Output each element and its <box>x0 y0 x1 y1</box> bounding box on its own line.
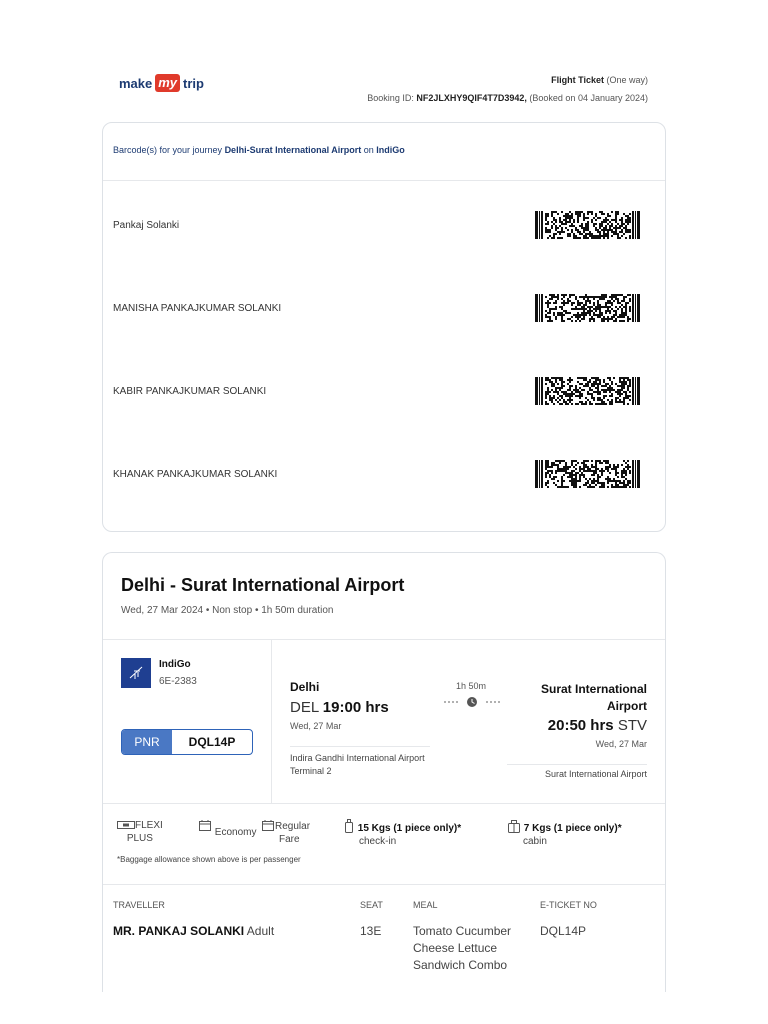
calendar-icon <box>261 819 275 831</box>
passenger-name: MANISHA PANKAJKUMAR SOLANKI <box>113 303 282 314</box>
fare-type-line1: Regular <box>275 821 311 832</box>
barcode-row <box>103 377 665 407</box>
barcode-heading <box>103 123 665 181</box>
barcode-image <box>535 377 641 405</box>
booking-id: NF2JLXHY9QIF4T7D3942, <box>416 93 527 103</box>
barcode-airline: IndiGo <box>376 145 405 155</box>
barcode-on: on <box>363 145 374 155</box>
barcode-route: Delhi-Surat International Airport <box>224 145 362 155</box>
departure-code: DEL <box>290 699 319 716</box>
flight-number: 6E-2383 <box>159 676 197 687</box>
fare-family-line1: FLEXI <box>135 820 163 831</box>
cabin-baggage <box>507 819 622 848</box>
departure-hours: 19:00 hrs <box>322 699 389 716</box>
logo-text-trip: trip <box>183 75 204 91</box>
booking-label: Booking ID: <box>367 93 414 103</box>
pnr-box <box>121 729 253 755</box>
header-traveller: TRAVELLER <box>113 900 165 910</box>
barcode-row <box>103 294 665 324</box>
passenger-name: KABIR PANKAJKUMAR SOLANKI <box>113 386 267 397</box>
passenger-name: KHANAK PANKAJKUMAR SOLANKI <box>113 469 278 480</box>
flight-subtitle: Wed, 27 Mar 2024 • Non stop • 1h 50m duration <box>121 605 334 616</box>
header-eticket: E-TICKET NO <box>540 900 597 910</box>
arrival-city: Surat International Airport <box>540 682 647 713</box>
ticket-header-info <box>367 71 648 107</box>
arrival-hours: 20:50 hrs <box>547 717 614 734</box>
arrival-terminal: Surat International Airport <box>544 769 647 779</box>
booking-line <box>367 89 648 107</box>
checkin-baggage <box>343 819 461 848</box>
cabin-class-label: Economy <box>214 827 257 838</box>
logo-text-make: make <box>119 75 153 91</box>
bag-icon <box>507 819 521 833</box>
indigo-logo-icon <box>121 658 151 688</box>
fare-family-line2: PLUS <box>126 833 153 844</box>
trip-type: (One way) <box>606 75 648 85</box>
barcode-row <box>103 460 665 490</box>
meal-value: Tomato Cucumber Cheese Lettuce Sandwich Combo <box>413 924 512 972</box>
fare-type-line2: Fare <box>279 834 300 845</box>
divider <box>507 764 647 765</box>
arrival-code: STV <box>617 717 647 734</box>
departure-date: Wed, 27 Mar <box>290 721 342 731</box>
flight-card <box>102 552 666 992</box>
arrival-time <box>548 717 647 734</box>
header-meal: MEAL <box>413 900 438 910</box>
seat-value: 13E <box>360 924 382 938</box>
divider <box>103 803 665 804</box>
departure-city: Delhi <box>290 680 320 694</box>
divider-vertical <box>271 639 272 803</box>
makemytrip-logo <box>119 74 204 92</box>
pnr-value: DQL14P <box>188 735 236 749</box>
departure-time <box>290 699 389 716</box>
passenger-name: Pankaj Solanki <box>113 220 180 231</box>
pnr-label: PNR <box>122 730 172 754</box>
divider <box>103 639 665 640</box>
checkin-allowance: 15 Kgs (1 piece only)* <box>357 823 462 834</box>
calendar-icon <box>198 819 212 831</box>
arrival-date: Wed, 27 Mar <box>595 739 647 749</box>
traveller-type: Adult <box>246 924 275 938</box>
airline-name: IndiGo <box>159 659 191 670</box>
baggage-note: *Baggage allowance shown above is per passenger <box>117 855 301 864</box>
barcode-image <box>535 294 641 322</box>
eticket-value: DQL14P <box>540 924 587 938</box>
barcode-row <box>103 211 665 241</box>
cabin-class <box>198 819 257 838</box>
checkin-label: check-in <box>359 836 397 847</box>
ticket-icon <box>117 820 135 830</box>
barcode-intro: Barcode(s) for your journey <box>113 145 223 155</box>
cabin-label: cabin <box>523 836 547 847</box>
booked-on: (Booked on 04 January 2024) <box>529 93 648 103</box>
departure-terminal: Indira Gandhi International Airport Terminal 2 <box>290 753 425 776</box>
flight-duration: 1h 50m <box>455 681 487 691</box>
barcode-image <box>535 211 641 239</box>
ticket-type-line <box>367 71 648 89</box>
barcode-card <box>102 122 666 532</box>
flight-route-title: Delhi - Surat International Airport <box>121 575 405 595</box>
divider <box>103 884 665 885</box>
header-seat: SEAT <box>360 900 383 910</box>
fare-type <box>261 819 310 846</box>
duration-clock-icon <box>437 697 507 707</box>
divider <box>290 746 430 747</box>
fare-family <box>117 819 163 845</box>
traveller-name: MR. PANKAJ SOLANKI <box>113 924 245 938</box>
luggage-icon <box>343 819 355 833</box>
barcode-image <box>535 460 641 488</box>
traveller-name-cell <box>113 923 274 940</box>
ticket-type: Flight Ticket <box>551 75 604 85</box>
cabin-allowance: 7 Kgs (1 piece only)* <box>523 823 622 834</box>
logo-mark: my <box>155 74 180 92</box>
